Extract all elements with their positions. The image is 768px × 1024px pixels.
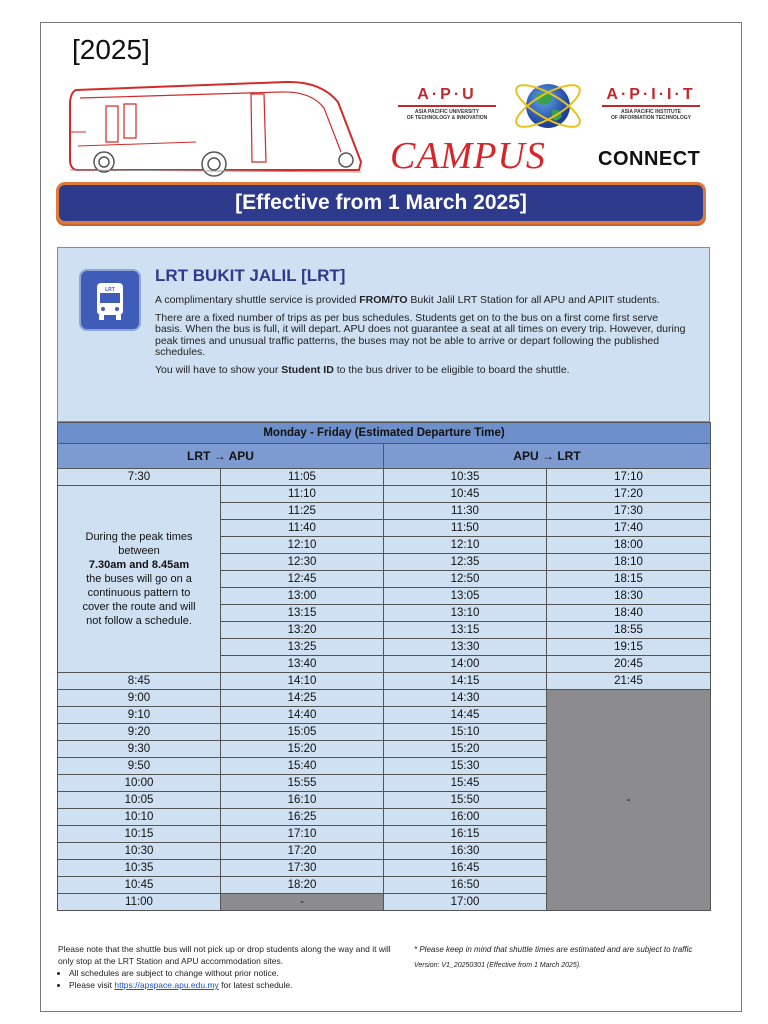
table-row [58, 690, 711, 707]
description-para-3: You will have to show your Student ID to the bus driver to be eligible to board the shuttle. [155, 363, 570, 376]
lrt-apu-time-cell: 10:10 [58, 809, 221, 826]
lrt-apu-time-cell: 17:20 [221, 843, 384, 860]
apu-lrt-time-cell: 17:20 [547, 486, 711, 503]
lrt-apu-time-cell: 17:10 [221, 826, 384, 843]
apu-lrt-time-cell: 20:45 [547, 656, 711, 673]
column-header-apu-to-lrt: APU → LRT [384, 444, 711, 469]
lrt-apu-time-cell: 9:00 [58, 690, 221, 707]
apu-lrt-time-cell: 15:30 [384, 758, 547, 775]
version-text: Version: V1_20250301 (Effective from 1 March 2025). [414, 962, 582, 969]
lrt-apu-time-cell: 10:30 [58, 843, 221, 860]
lrt-apu-time-cell: 16:10 [221, 792, 384, 809]
lrt-apu-time-cell: 15:55 [221, 775, 384, 792]
apu-lrt-time-cell: 18:10 [547, 554, 711, 571]
day-header: Monday - Friday (Estimated Departure Time) [58, 423, 711, 444]
apu-lrt-time-cell: 13:30 [384, 639, 547, 656]
bus-lrt-icon [79, 269, 141, 331]
lrt-apu-time-cell: 9:20 [58, 724, 221, 741]
apu-lrt-time-cell: 16:50 [384, 877, 547, 894]
apu-lrt-time-cell: 15:50 [384, 792, 547, 809]
apu-lrt-time-cell: 17:40 [547, 520, 711, 537]
apu-lrt-time-cell: 12:10 [384, 537, 547, 554]
apu-lrt-time-cell: 10:35 [384, 469, 547, 486]
apu-lrt-time-cell: 17:30 [547, 503, 711, 520]
apu-lrt-time-cell: 15:20 [384, 741, 547, 758]
footer-note: Please note that the shuttle bus will not pick up or drop students along the way and it will only stop at the LRT Station and APU accommodation sites. [58, 944, 391, 966]
route-description [155, 295, 687, 382]
apu-lrt-time-cell: 13:05 [384, 588, 547, 605]
apu-lrt-time-cell: 15:10 [384, 724, 547, 741]
lrt-apu-time-cell: 10:45 [58, 877, 221, 894]
lrt-apu-time-cell: 13:00 [221, 588, 384, 605]
lrt-apu-time-cell: 12:30 [221, 554, 384, 571]
year-label: [2025] [72, 34, 150, 65]
apu-lrt-time-cell: 21:45 [547, 673, 711, 690]
route-title: LRT BUKIT JALIL [LRT] [155, 266, 346, 285]
apu-lrt-time-cell: 15:45 [384, 775, 547, 792]
apu-lrt-time-cell: 13:15 [384, 622, 547, 639]
no-service-cell: - [547, 690, 711, 911]
lrt-apu-time-cell: 12:10 [221, 537, 384, 554]
apu-abbr: A·P·U [417, 86, 477, 103]
schedule-table [57, 422, 711, 911]
lrt-apu-time-cell: 17:30 [221, 860, 384, 877]
apu-lrt-time-cell: 16:15 [384, 826, 547, 843]
table-row [58, 673, 711, 690]
lrt-apu-time-cell: 12:45 [221, 571, 384, 588]
lrt-icon-text: LRT [105, 287, 115, 293]
apiit-abbr: A·P·I·I·T [606, 86, 696, 103]
lrt-apu-time-cell: 9:50 [58, 758, 221, 775]
campus-wordmark: CAMPUS [390, 135, 546, 177]
lrt-apu-time-cell: 9:30 [58, 741, 221, 758]
lrt-apu-time-cell: 11:05 [221, 469, 384, 486]
column-header-lrt-to-apu: LRT → APU [58, 444, 384, 469]
lrt-apu-time-cell: 10:05 [58, 792, 221, 809]
apiit-name-line1: ASIA PACIFIC INSTITUTE [621, 109, 681, 115]
apu-lrt-time-cell: 14:00 [384, 656, 547, 673]
lrt-apu-time-cell: 8:45 [58, 673, 221, 690]
footer-bullet-2: • Please visit https://apspace.apu.edu.my for latest schedule. [69, 979, 398, 991]
lrt-apu-time-cell: 13:15 [221, 605, 384, 622]
lrt-apu-time-cell: 11:10 [221, 486, 384, 503]
apu-lrt-time-cell: 16:30 [384, 843, 547, 860]
apu-lrt-time-cell: 18:55 [547, 622, 711, 639]
apu-lrt-time-cell: 18:15 [547, 571, 711, 588]
apu-lrt-time-cell: 18:30 [547, 588, 711, 605]
apu-lrt-time-cell: 12:50 [384, 571, 547, 588]
apu-lrt-time-cell: 14:45 [384, 707, 547, 724]
apu-lrt-time-cell: 16:00 [384, 809, 547, 826]
apu-lrt-time-cell: 18:40 [547, 605, 711, 622]
table-row [58, 469, 711, 486]
lrt-apu-time-cell: 16:25 [221, 809, 384, 826]
lrt-apu-time-cell: 11:40 [221, 520, 384, 537]
footer-bullet-1: • All schedules are subject to change without prior notice. [69, 967, 398, 979]
apu-name-line2: OF TECHNOLOGY & INNOVATION [406, 115, 488, 121]
apu-lrt-time-cell: 11:50 [384, 520, 547, 537]
description-para-2: There are a fixed number of trips as per bus schedules. Students get on to the bus on a first come first serve basis. When the bus is full, it will depart. APU does not guarantee a seat at all times on every trip. However, during peak times and unusual traffic patterns, the buses may not be able to arrive or depart following the published schedules. [155, 311, 686, 358]
lrt-apu-time-cell: 13:20 [221, 622, 384, 639]
lrt-apu-time-cell: 14:25 [221, 690, 384, 707]
footer-right-notes [414, 945, 714, 971]
connect-wordmark: CONNECT [598, 148, 701, 170]
route-info-panel [57, 247, 710, 422]
apu-lrt-time-cell: 17:00 [384, 894, 547, 911]
lrt-apu-time-cell: 14:10 [221, 673, 384, 690]
bus-illustration [66, 72, 371, 182]
bus-front-icon [81, 271, 139, 329]
lrt-apu-time-cell: 7:30 [58, 469, 221, 486]
traffic-disclaimer: * Please keep in mind that shuttle times are estimated and are subject to traffic [414, 945, 693, 954]
apu-lrt-time-cell: 16:45 [384, 860, 547, 877]
lrt-apu-time-cell: 14:40 [221, 707, 384, 724]
apu-lrt-time-cell: 13:10 [384, 605, 547, 622]
apu-lrt-time-cell: 17:10 [547, 469, 711, 486]
apiit-name-line2: OF INFORMATION TECHNOLOGY [611, 115, 691, 121]
lrt-apu-time-cell: 15:40 [221, 758, 384, 775]
lrt-apu-time-cell: 11:00 [58, 894, 221, 911]
lrt-apu-time-cell: 9:10 [58, 707, 221, 724]
lrt-apu-time-cell: 10:15 [58, 826, 221, 843]
lrt-apu-time-cell: 10:00 [58, 775, 221, 792]
lrt-apu-time-cell: 13:25 [221, 639, 384, 656]
apu-lrt-time-cell: 12:35 [384, 554, 547, 571]
effective-date-banner [56, 182, 706, 224]
lrt-apu-time-cell: 15:20 [221, 741, 384, 758]
no-service-cell: - [221, 894, 384, 911]
peak-times-note: During the peak times between 7.30am and 8.45am the buses will go on a continuous pattern to cover the route and will not follow a schedule. [58, 486, 221, 673]
apiit-logo [596, 86, 706, 121]
table-row [58, 486, 711, 503]
apu-lrt-time-cell: 14:30 [384, 690, 547, 707]
description-para-1: A complimentary shuttle service is provided FROM/TO Bukit Jalil LRT Station for all APU and APIIT students. [155, 294, 660, 306]
apspace-link[interactable]: https://apspace.apu.edu.my [114, 980, 219, 990]
apu-lrt-time-cell: 18:00 [547, 537, 711, 554]
apu-logo [392, 86, 502, 121]
lrt-apu-time-cell: 15:05 [221, 724, 384, 741]
banner-text: [Effective from 1 March 2025] [235, 191, 527, 214]
apu-lrt-time-cell: 14:15 [384, 673, 547, 690]
lrt-apu-time-cell: 10:35 [58, 860, 221, 877]
footer-notes [58, 943, 398, 991]
lrt-apu-time-cell: 11:25 [221, 503, 384, 520]
lrt-apu-time-cell: 18:20 [221, 877, 384, 894]
apu-name-line1: ASIA PACIFIC UNIVERSITY [414, 109, 480, 115]
lrt-apu-time-cell: 13:40 [221, 656, 384, 673]
apu-lrt-time-cell: 11:30 [384, 503, 547, 520]
apu-lrt-time-cell: 10:45 [384, 486, 547, 503]
apu-lrt-time-cell: 19:15 [547, 639, 711, 656]
